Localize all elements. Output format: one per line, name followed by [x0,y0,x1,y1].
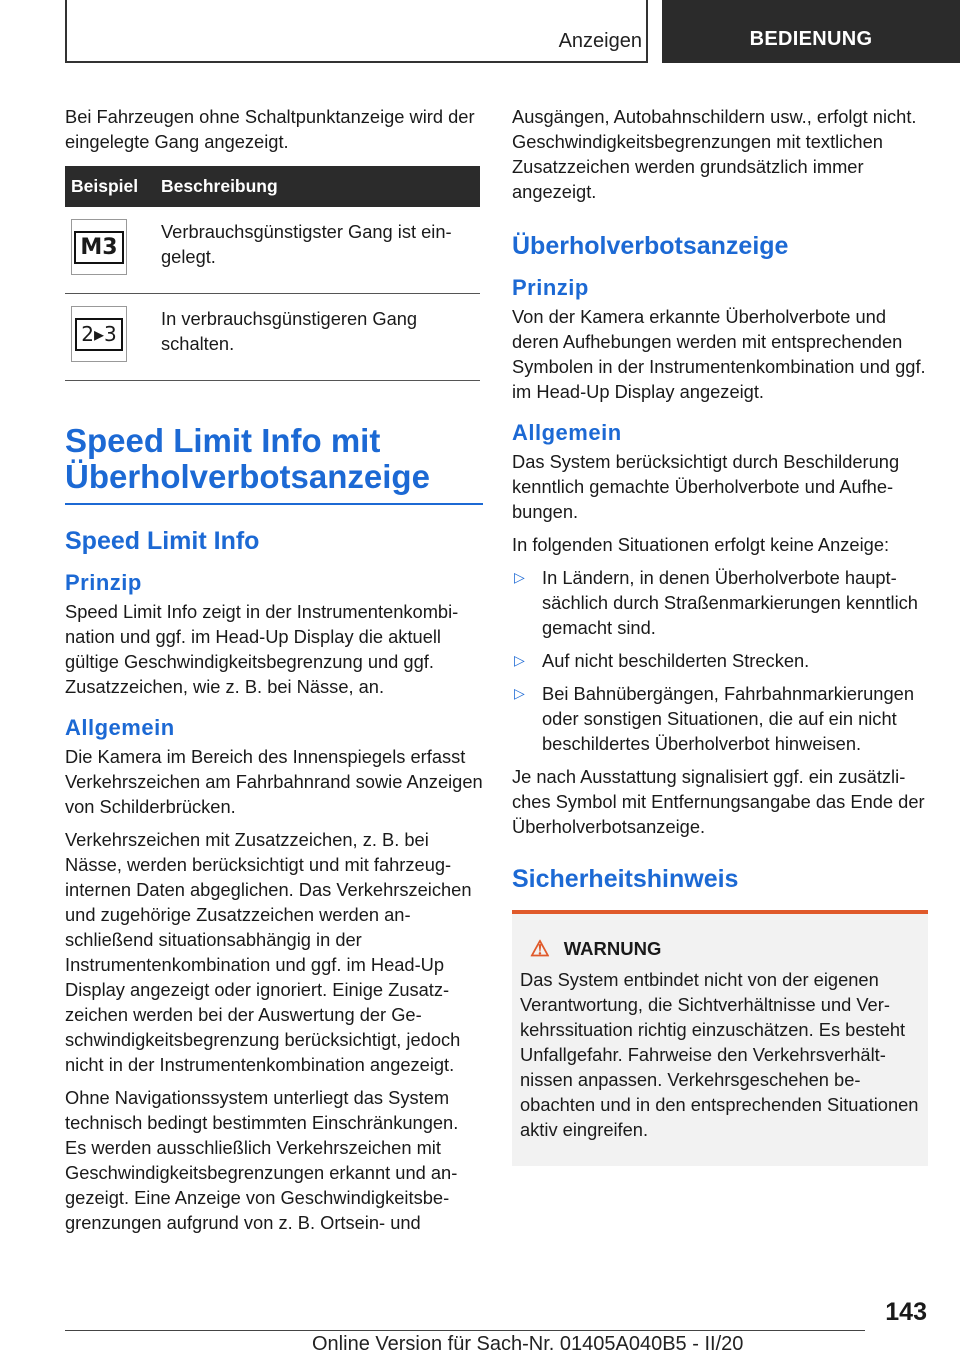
paragraph: Je nach Ausstattung signalisiert ggf. ein zusätzliches Symbol mit Entfernungsangabe das Ende der Überholverbotsanzeige. [512,766,925,837]
table-header-example: Beispiel [65,166,155,207]
situation-list [512,565,930,756]
right-column [512,104,930,1166]
left-column [65,104,483,1243]
warning-text: Das System entbindet nicht von der eigenen Verantwortung, die Sichtverhältnisse und Verkehrssituation richtig einzuschätzen. Es besteht Unfallgefahr. Fahrweise den Verkehrsverhältnissen anpassen. Verkehrsgeschehen beobachten und in den entsprechenden Situationen aktiv eingreifen. [520,969,919,1140]
table-row [65,207,480,294]
triangle-bullet-icon: ▷ [514,652,525,668]
warning-title: ⚠ WARNUNG [530,936,662,961]
intro-paragraph: Bei Fahrzeugen ohne Schaltpunktanzeige wird der eingelegte Gang angezeigt. [65,106,475,152]
footer-divider [65,1330,865,1331]
warning-triangle-icon: ⚠ [530,936,550,961]
triangle-bullet-icon: ▷ [514,685,525,701]
subsection-heading: Prinzip [512,275,589,300]
header-section-title: Anzeigen [558,30,642,52]
paragraph: Von der Kamera erkannte Überholverbote und deren Aufhebungen werden mit entsprechenden Symbolen in der Instrumentenkombination und ggf. im Head-Up Display angezeigt. [512,306,926,402]
list-item: ▷ Auf nicht beschilderten Strecken. [514,650,810,671]
subsection-heading: Allgemein [65,715,175,740]
paragraph: Die Kamera im Bereich des Innenspiegels erfasst Verkehrszeichen am Fahrbahnrand sowie Anzeigen von Schilderbrücken. [65,746,483,817]
gear-m3-icon: M3 [71,219,127,275]
paragraph: Speed Limit Info zeigt in der Instrumentenkombination und ggf. im Head-Up Display die aktuell gültige Geschwindigkeitsbegrenzung und ggf. Zusatzzeichen, wie z. B. bei Nässe, an. [65,601,459,697]
paragraph: Ohne Navigationssystem unterliegt das System technisch bedingt bestimmten Einschränkungen. Es werden ausschließlich Verkehrszeichen mit Geschwindigkeitsbegrenzungen erkannt und angezeigt. Eine Anzeige von Geschwindigkeitsbegrenzungen aufgrund von z. B. Ortsein- und [65,1087,459,1233]
paragraph: In folgenden Situationen erfolgt keine Anzeige: [512,534,890,555]
footer-text: Online Version für Sach-Nr. 01405A040B5 - II/20 [312,1333,744,1355]
table-cell-description: In verbrauchsgünstigeren Gang schalten. [155,294,480,381]
gear-table [65,166,480,381]
page-number: 143 [885,1298,927,1326]
chapter-heading: Speed Limit Info mit Überholverbotsanzeige [65,423,483,505]
list-item: ▷ Bei Bahnübergängen, Fahrbahnmarkierungen oder sonstigen Situationen, die auf ein nicht beschildertes Überholverbot hinweisen. [514,683,914,754]
table-cell-description: Verbrauchsgünstigster Gang ist eingelegt. [155,207,480,294]
section-heading: Sicherheitshinweis [512,865,739,893]
warning-box [512,910,928,1166]
gear-shift-up-icon: 2▸3 [71,306,127,362]
table-row [65,294,480,381]
subsection-heading: Prinzip [65,570,142,595]
section-heading: Überholverbotsanzeige [512,232,789,260]
paragraph: Verkehrszeichen mit Zusatzzeichen, z. B. bei Nässe, werden berücksichtigt und mit fahrzeuginternen Daten abgeglichen. Das Verkehrszeichen und zugehörige Zusatzzeichen werden anschließend situationsabhängig in der Instrumentenkombination und ggf. im Head-Up Display angezeigt oder ignoriert. Einige Zusatzzeichen werden bei der Auswertung der Geschwindigkeitsbegrenzung berücksichtigt, jedoch nicht in der Instrumentenkombination angezeigt. [65,829,472,1075]
paragraph: Das System berücksichtigt durch Beschilderung kenntlich gemachte Überholverbote und Aufhebungen. [512,451,900,522]
header-chapter-tab: BEDIENUNG [662,0,960,63]
section-heading: Speed Limit Info [65,527,260,555]
subsection-heading: Allgemein [512,420,622,445]
list-item: ▷ In Ländern, in denen Überholverbote hauptsächlich durch Straßenmarkierungen kenntlich gemacht sind. [514,567,918,638]
table-header-description: Beschreibung [155,166,480,207]
triangle-bullet-icon: ▷ [514,569,525,585]
paragraph: Ausgängen, Autobahnschildern usw., erfolgt nicht. Geschwindigkeitsbegrenzungen mit textlichen Zusatzzeichen werden grundsätzlich immer angezeigt. [512,106,917,202]
